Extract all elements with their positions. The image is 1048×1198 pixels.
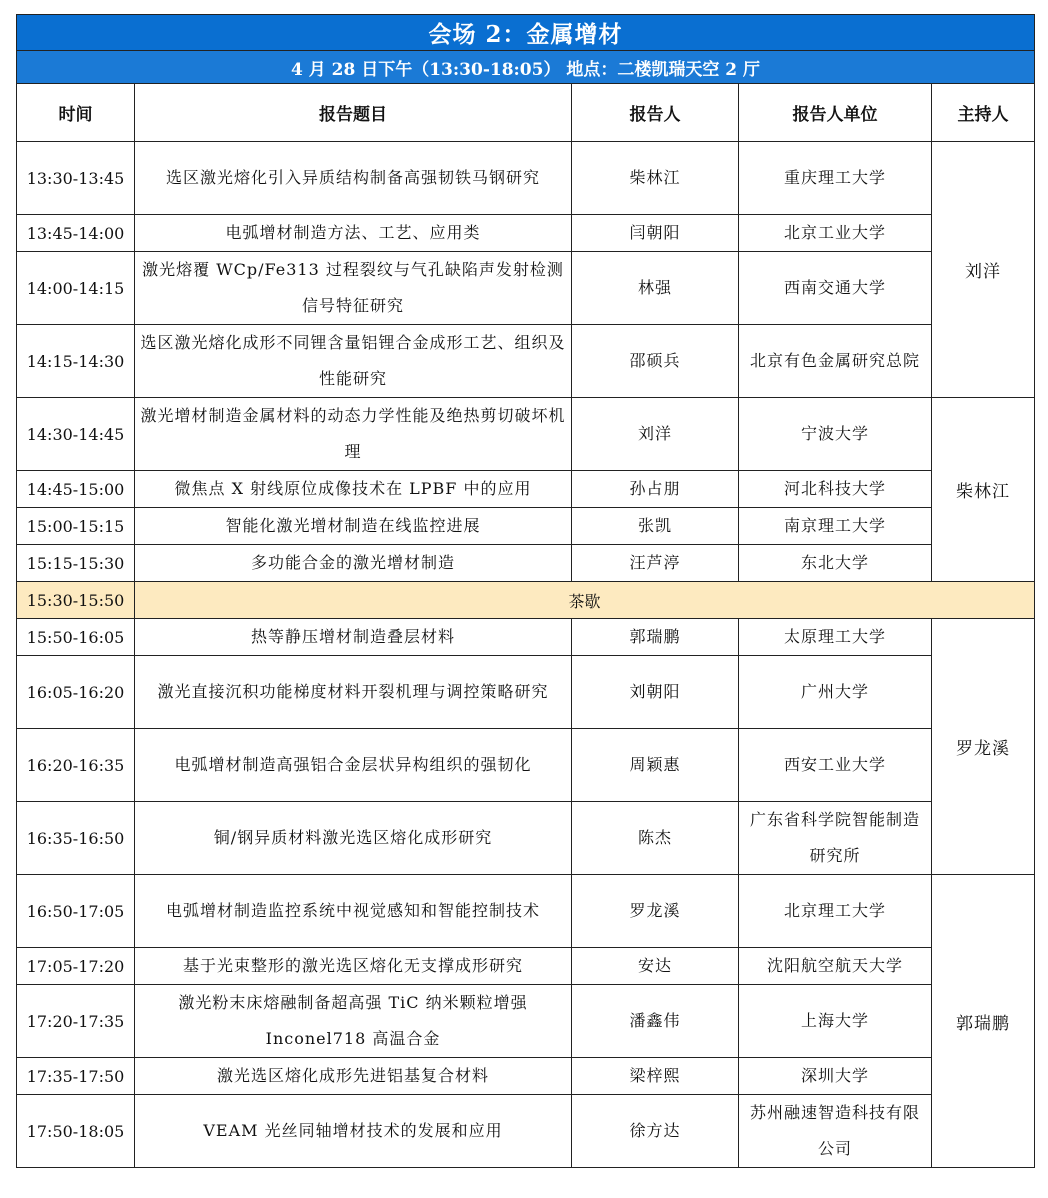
row-org: 广州大学 — [739, 656, 932, 729]
session-subtitle-row — [17, 51, 1035, 84]
row-org: 重庆理工大学 — [739, 142, 932, 215]
row-time: 15:00-15:15 — [17, 508, 135, 545]
row-org: 广东省科学院智能制造研究所 — [739, 802, 932, 875]
row-time: 16:35-16:50 — [17, 802, 135, 875]
host-cell: 柴林江 — [932, 398, 1035, 582]
row-speaker: 孙占朋 — [572, 471, 739, 508]
break-row — [17, 582, 1035, 619]
row-time: 15:15-15:30 — [17, 545, 135, 582]
row-topic: 铜/钢异质材料激光选区熔化成形研究 — [135, 802, 572, 875]
table-row — [17, 508, 1035, 545]
row-speaker: 徐方达 — [572, 1095, 739, 1168]
row-speaker: 安达 — [572, 948, 739, 985]
row-topic: 电弧增材制造高强铝合金层状异构组织的强韧化 — [135, 729, 572, 802]
table-row — [17, 619, 1035, 656]
row-org: 苏州融速智造科技有限公司 — [739, 1095, 932, 1168]
row-time: 14:30-14:45 — [17, 398, 135, 471]
host-cell: 郭瑞鹏 — [932, 875, 1035, 1168]
header-org: 报告人单位 — [739, 84, 932, 142]
row-org: 北京理工大学 — [739, 875, 932, 948]
row-topic: 电弧增材制造方法、工艺、应用类 — [135, 215, 572, 252]
row-time: 14:00-14:15 — [17, 252, 135, 325]
table-row — [17, 1058, 1035, 1095]
row-topic: 激光粉末床熔融制备超高强 TiC 纳米颗粒增强 Inconel718 高温合金 — [135, 985, 572, 1058]
row-org: 宁波大学 — [739, 398, 932, 471]
row-time: 15:50-16:05 — [17, 619, 135, 656]
row-org: 西安工业大学 — [739, 729, 932, 802]
session-title-row — [17, 15, 1035, 51]
header-speaker: 报告人 — [572, 84, 739, 142]
row-org: 北京有色金属研究总院 — [739, 325, 932, 398]
row-time: 17:05-17:20 — [17, 948, 135, 985]
row-org: 深圳大学 — [739, 1058, 932, 1095]
table-row — [17, 948, 1035, 985]
row-topic: 激光选区熔化成形先进铝基复合材料 — [135, 1058, 572, 1095]
session-subtitle: 4 月 28 日下午（13:30-18:05） 地点：二楼凯瑞天空 2 厅 — [17, 51, 1035, 84]
table-row — [17, 1095, 1035, 1168]
break-label: 茶歇 — [135, 582, 1035, 619]
table-row — [17, 398, 1035, 471]
row-topic: VEAM 光丝同轴增材技术的发展和应用 — [135, 1095, 572, 1168]
row-org: 北京工业大学 — [739, 215, 932, 252]
host-cell: 罗龙溪 — [932, 619, 1035, 875]
row-topic: 智能化激光增材制造在线监控进展 — [135, 508, 572, 545]
table-row — [17, 471, 1035, 508]
row-time: 16:50-17:05 — [17, 875, 135, 948]
row-topic: 激光增材制造金属材料的动态力学性能及绝热剪切破坏机理 — [135, 398, 572, 471]
row-speaker: 闫朝阳 — [572, 215, 739, 252]
table-row — [17, 985, 1035, 1058]
row-speaker: 陈杰 — [572, 802, 739, 875]
row-time: 14:15-14:30 — [17, 325, 135, 398]
row-org: 东北大学 — [739, 545, 932, 582]
table-row — [17, 325, 1035, 398]
table-row — [17, 656, 1035, 729]
row-topic: 选区激光熔化引入异质结构制备高强韧铁马钢研究 — [135, 142, 572, 215]
row-speaker: 张凯 — [572, 508, 739, 545]
row-speaker: 刘朝阳 — [572, 656, 739, 729]
row-org: 太原理工大学 — [739, 619, 932, 656]
row-org: 沈阳航空航天大学 — [739, 948, 932, 985]
row-org: 河北科技大学 — [739, 471, 932, 508]
row-topic: 基于光束整形的激光选区熔化无支撑成形研究 — [135, 948, 572, 985]
row-topic: 多功能合金的激光增材制造 — [135, 545, 572, 582]
schedule-table — [16, 14, 1035, 1168]
row-topic: 电弧增材制造监控系统中视觉感知和智能控制技术 — [135, 875, 572, 948]
row-time: 17:35-17:50 — [17, 1058, 135, 1095]
row-topic: 微焦点 X 射线原位成像技术在 LPBF 中的应用 — [135, 471, 572, 508]
row-topic: 激光熔覆 WCp/Fe313 过程裂纹与气孔缺陷声发射检测信号特征研究 — [135, 252, 572, 325]
session-title: 会场 2：金属增材 — [17, 15, 1035, 51]
table-row — [17, 729, 1035, 802]
table-row — [17, 802, 1035, 875]
row-speaker: 周颖惠 — [572, 729, 739, 802]
row-speaker: 潘鑫伟 — [572, 985, 739, 1058]
row-speaker: 刘洋 — [572, 398, 739, 471]
row-time: 13:45-14:00 — [17, 215, 135, 252]
table-row — [17, 545, 1035, 582]
row-time: 13:30-13:45 — [17, 142, 135, 215]
table-row — [17, 142, 1035, 215]
header-host: 主持人 — [932, 84, 1035, 142]
row-topic: 选区激光熔化成形不同锂含量铝锂合金成形工艺、组织及性能研究 — [135, 325, 572, 398]
row-time: 17:20-17:35 — [17, 985, 135, 1058]
header-topic: 报告题目 — [135, 84, 572, 142]
row-time: 16:20-16:35 — [17, 729, 135, 802]
table-row — [17, 875, 1035, 948]
row-time: 14:45-15:00 — [17, 471, 135, 508]
row-time: 16:05-16:20 — [17, 656, 135, 729]
table-row — [17, 215, 1035, 252]
row-speaker: 梁梓熙 — [572, 1058, 739, 1095]
row-org: 上海大学 — [739, 985, 932, 1058]
row-org: 南京理工大学 — [739, 508, 932, 545]
row-speaker: 罗龙溪 — [572, 875, 739, 948]
row-speaker: 汪芦渟 — [572, 545, 739, 582]
row-topic: 热等静压增材制造叠层材料 — [135, 619, 572, 656]
header-time: 时间 — [17, 84, 135, 142]
row-time: 17:50-18:05 — [17, 1095, 135, 1168]
row-speaker: 柴林江 — [572, 142, 739, 215]
row-speaker: 林强 — [572, 252, 739, 325]
row-speaker: 邵硕兵 — [572, 325, 739, 398]
break-time: 15:30-15:50 — [17, 582, 135, 619]
header-row — [17, 84, 1035, 142]
table-row — [17, 252, 1035, 325]
row-org: 西南交通大学 — [739, 252, 932, 325]
host-cell: 刘洋 — [932, 142, 1035, 398]
row-speaker: 郭瑞鹏 — [572, 619, 739, 656]
row-topic: 激光直接沉积功能梯度材料开裂机理与调控策略研究 — [135, 656, 572, 729]
